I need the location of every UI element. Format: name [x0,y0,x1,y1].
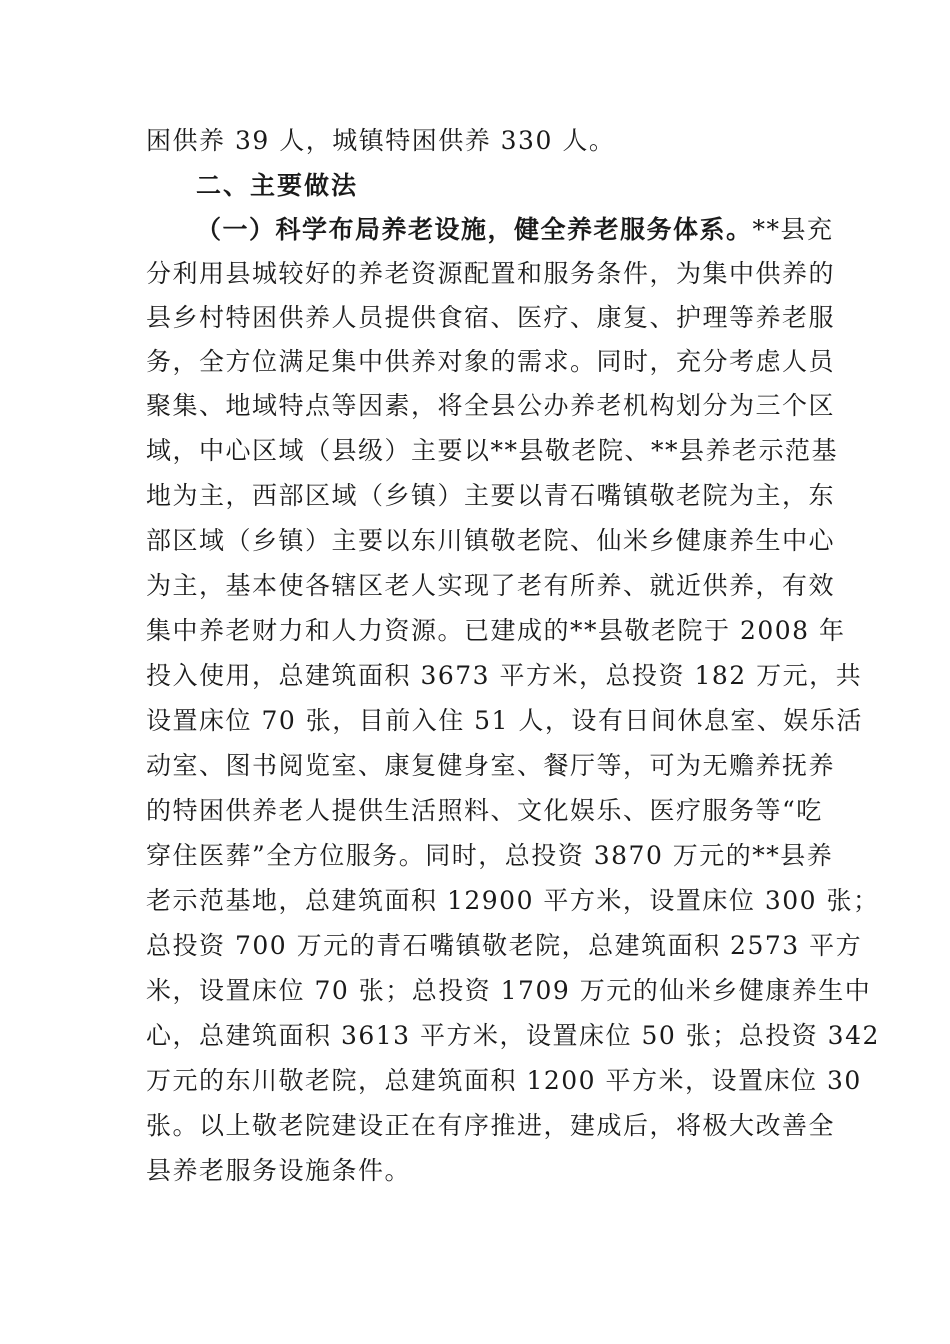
subsection-first-line [196,214,834,246]
subsection-title: （一）科学布局养老设施，健全养老服务体系。 [196,215,753,244]
paragraph-line: 域，中心区域（县级）主要以**县敬老院、**县养老示范基 [146,436,839,465]
paragraph-line: 投入使用，总建筑面积 3673 平方米，总投资 182 万元，共 [146,661,863,690]
paragraph-line: 设置床位 70 张，目前入住 51 人，设有日间休息室、娱乐活 [146,706,863,735]
paragraph-line: 老示范基地，总建筑面积 12900 平方米，设置床位 300 张； [146,886,880,915]
paragraph-line: 为主，基本使各辖区老人实现了老有所养、就近供养，有效 [146,571,836,600]
subsection-first-line-rest: **县充 [752,215,834,244]
paragraph-line: 心，总建筑面积 3613 平方米，设置床位 50 张；总投资 342 [146,1021,880,1050]
paragraph-line: 张。以上敬老院建设正在有序推进，建成后，将极大改善全 [146,1111,836,1140]
paragraph-line: 的特困供养老人提供生活照料、文化娱乐、医疗服务等“吃 [146,796,823,825]
paragraph-line: 米，设置床位 70 张；总投资 1709 万元的仙米乡健康养生中 [146,976,872,1005]
paragraph-line: 部区域（乡镇）主要以东川镇敬老院、仙米乡健康养生中心 [146,526,836,555]
paragraph-line: 动室、图书阅览室、康复健身室、餐厅等，可为无赡养抚养 [146,751,836,780]
paragraph-line: 县养老服务设施条件。 [146,1156,412,1185]
paragraph-line: 总投资 700 万元的青石嘴镇敬老院，总建筑面积 2573 平方 [146,931,863,960]
continuation-line: 困供养 39 人，城镇特困供养 330 人。 [146,126,616,155]
paragraph-line: 务，全方位满足集中供养对象的需求。同时，充分考虑人员 [146,347,836,376]
paragraph-line: 聚集、地域特点等因素，将全县公办养老机构划分为三个区 [146,391,836,420]
paragraph-line: 分利用县城较好的养老资源配置和服务条件，为集中供养的 [146,259,836,288]
paragraph-line: 穿住医葬”全方位服务。同时，总投资 3870 万元的**县养 [146,841,834,870]
paragraph-line: 县乡村特困供养人员提供食宿、医疗、康复、护理等养老服 [146,303,836,332]
paragraph-line: 万元的东川敬老院，总建筑面积 1200 平方米，设置床位 30 [146,1066,862,1095]
section-heading: 二、主要做法 [196,171,359,200]
paragraph-line: 集中养老财力和人力资源。已建成的**县敬老院于 2008 年 [146,616,846,645]
paragraph-line: 地为主，西部区域（乡镇）主要以青石嘴镇敬老院为主，东 [146,481,836,510]
